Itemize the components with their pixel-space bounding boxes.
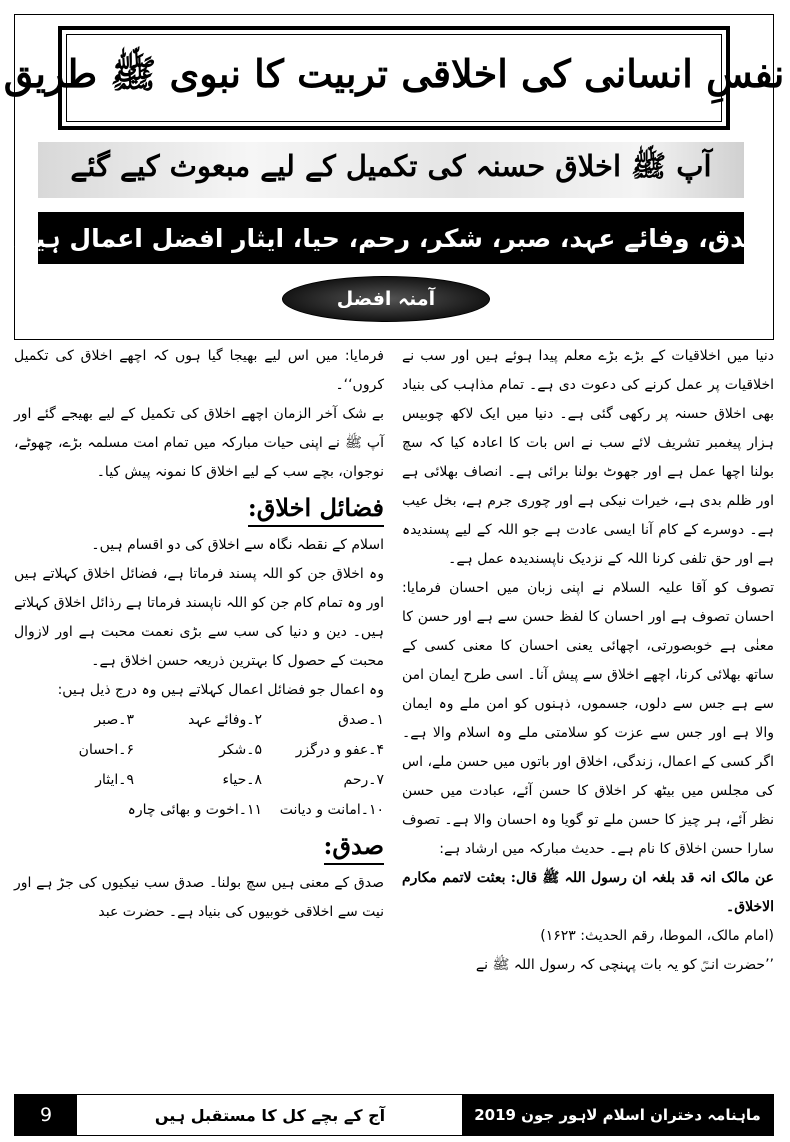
hadith-citation: (امام مالک، الموطا، رقم الحدیث: ۱۶۲۳) [540,928,774,944]
paragraph: وہ اخلاق جن کو اللہ پسند فرماتا ہے، فضائل اخلاق کہلاتے ہیں اور وہ تمام کام جن کو اللہ ناپسند فرماتا ہے رذائل اخلاق کہلاتے ہیں۔ دین و دنیا کی سب سے بڑی نعمت محبت ہے اور لازوال محبت کے حصول کا بہترین ذریعہ حسن اخلاق ہے۔ [14,566,384,669]
virtues-band [13,212,769,264]
virtues-line: صدق، وفائے عہد، صبر، شکر، رحم، حیا، ایثار افضل اعمال ہیں [13,223,769,253]
paragraph: تصوف کو آقا علیہ السلام نے اپنی زبان میں احسان فرمایا: احسان تصوف ہے اور احسان کا لفظ حسن سے ہے اور حسن کا معنٰی ہے خوبصورتی، اچھائی یعنی احسان کا معنی کسی کے ساتھ بھلائی کرنا، اچھے اخلاق سے پیش آنا۔ اسی طرح ایمان امن سے ہے جس سے دلوں، جسموں، ذہنوں کو امن ملے وہ ایمان والا ہے اور جس سے عزت کو سلامتی ملے وہ اسلام والا ہے۔ اگر کسی کے اعمال، زندگی، اخلاق اور باتوں میں حسن ملے، اس کی مجلس میں بیٹھ کر اخلاق کا حسن آئے، عبادت میں حسن نظر آئے، ہر چیز کا حسن ملے تو گویا وہ احسان والا ہے۔ تصوف سارا حسن اخلاق کا نام ہے۔ حدیث مبارکہ میں ارشاد ہے: [402,580,774,857]
left-column [14,342,384,927]
list-item: ۵۔شکر [219,742,262,758]
right-column [402,342,774,980]
list-item: ۴۔عفو و درگزر [295,742,384,758]
section-heading-fazail: فضائل اخلاق: [248,491,384,527]
virtues-list [14,705,384,825]
paragraph: بے شک آخر الزمان اچھے اخلاق کی تکمیل کے لیے بھیجے گئے اور آپ ﷺ نے اپنی حیات مبارکہ میں تمام امت مسلمہ بڑے، چھوٹے، نوجوان، بچے سب کے لیے اخلاق کا نمونہ پیش کیا۔ [14,406,384,480]
list-item: ۱۰۔امانت و دیانت [279,802,384,818]
author-name: آمنہ افضل [336,288,436,310]
subtitle-band [38,142,744,198]
paragraph: دنیا میں اخلاقیات کے بڑے بڑے معلم پیدا ہوئے ہیں اور سب نے اخلاقیات پر عمل کرنے کی دعوت دی ہے۔ تمام مذاہب کی بنیاد بھی اخلاق حسنہ پر رکھی گئی ہے۔ دنیا میں ایک لاکھ چوبیس ہزار پیغمبر تشریف لائے سب نے اس بات کا اعادہ کیا کہ سچ بولنا اچھا عمل ہے اور جھوٹ بولنا برائی ہے۔ انصاف بھلائی ہے اور ظلم بدی ہے، خیرات نیکی ہے اور چوری جرم ہے، بخل عیب ہے۔ دوسرے کے کام آنا ایسی عادت ہے جو اللہ کے لیے پسندیدہ ہے اور حق تلفی کرنا اللہ کے نزدیک ناپسندیدہ عمل ہے۔ [402,348,774,567]
list-item: ۸۔حیاء [222,772,262,788]
list-row [14,705,384,735]
list-row [14,735,384,765]
title-frame-inner [3,34,785,122]
paragraph: صدق کے معنی ہیں سچ بولنا۔ صدق سب نیکیوں کی جڑ ہے اور نیت سے اخلاقی خوبیوں کی بنیاد ہے۔ حضرت عبد [14,875,384,920]
list-item: ۳۔صبر [94,712,134,728]
list-item: ۱۔صدق [338,712,384,728]
list-row [14,795,384,825]
hadith-text: عن مالک انہ قد بلغہ ان رسول اللہ ﷺ قال: بعثت لاتمم مکارم الاخلاق۔ [402,870,774,915]
paragraph: وہ اعمال جو فضائل اعمال کہلاتے ہیں وہ درج ذیل ہیں: [57,682,384,698]
list-item: ۹۔ایثار [95,772,134,788]
author-badge [282,276,490,322]
article-subtitle: آپ ﷺ اخلاق حسنہ کی تکمیل کے لیے مبعوث کیے گئے [70,149,712,183]
footer-slogan: آج کے بچے کل کا مستقبل ہیں [154,1105,386,1125]
list-item: ۶۔احسان [78,742,134,758]
page-number: 9 [15,1095,77,1135]
paragraph-closing: ’’حضرت انسؓ کو یہ بات پہنچی کہ رسول اللہ ﷺ نے [475,957,774,973]
paragraph: اسلام کے نقطہ نگاہ سے اخلاق کی دو اقسام ہیں۔ [91,537,384,553]
paragraph: فرمایا: میں اس لیے بھیجا گیا ہوں کہ اچھے اخلاق کی تکمیل کروں‘‘۔ [14,348,384,393]
list-item: ۷۔رحم [343,772,384,788]
magazine-name: ماہنامہ دختران اسلام لاہور جون 2019 [462,1095,773,1135]
article-title: نفسِ انسانی کی اخلاقی تربیت کا نبوی ﷺ طریق [3,50,785,96]
list-item: ۱۱۔اخوت و بھائی چارہ [127,802,262,818]
list-item: ۲۔وفائے عہد [188,712,262,728]
section-heading-sidq: صدق: [324,829,384,865]
list-row [14,765,384,795]
